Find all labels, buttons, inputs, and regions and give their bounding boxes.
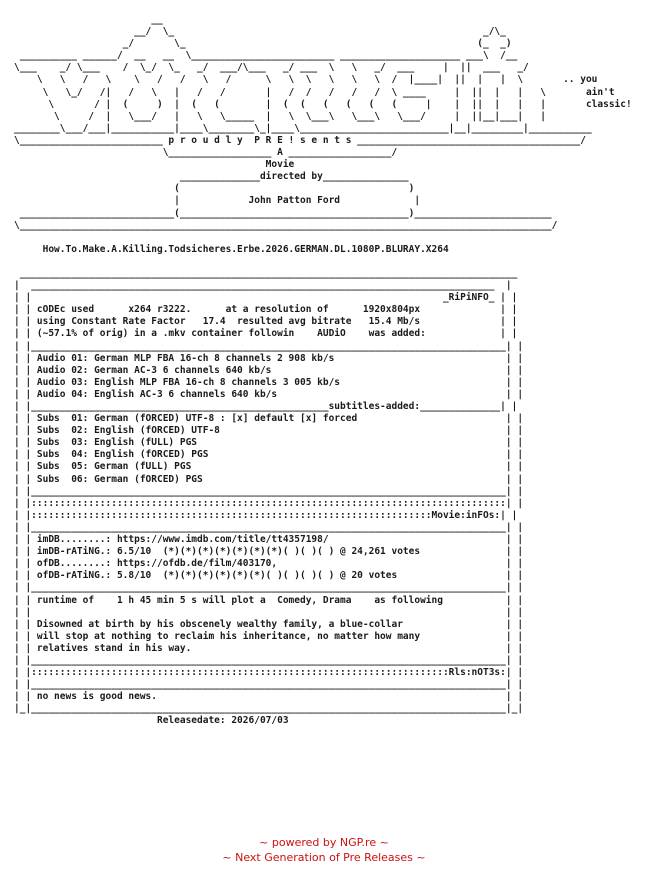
footer-powered-by: ~ powered by NGP.re ~ xyxy=(259,836,389,849)
nfo-text: __ __/ \_ _/\_ _/ \_ (_ _) __________ ______/ __ __ \_________________________ _____________________ ___\ /__ \___ _/ \___ / \_/ \_ _/ ___/\___ _/ ___ \ \ _/ ___ | || ___ _/ \ \ / \ \ / / \ / \ \ \ \ \ \ / |____| || | | \ .. you \ \_/ /| / \ | / / | / / / / / \ ____ | || | | \ ain't \ / | ( ) | ( ( | ( ( ( ( ( ( | | || | | | classic! \ / | \___/ | \ \_____ | \ \___\ \___\ \___/ | ||__|___| | ________\___/___|___________|____\________\_|____\__________________________|__|_________|___________ \_________________________ p r o u d l y P R E ! s e n t s _______________________________________/ \__________________ A __________________/ Movie ______________directed by_______________ ( ) | John Patton Ford | ___________________________(________________________________________)________________________ \_____________________________________________________________________________________________/ How.To.Make.A.Killing.Todsicheres.Erbe.2026.GERMAN.DL.1080P.BLURAY.X264 _______________________________________________________________________________________ | _________________________________________________________________________________ | | | _RiPiNFO_ | | | | cODEc used x264 r3222. at a resolution of 1920x804px | | | | using Constant Rate Factor 17.4 resulted avg bitrate 15.4 Mb/s | | | | (~57.1% of orig) in a .mkv container followin AUDiO was added: | | | |___________________________________________________________________________________| | | | Audio 01: German MLP FBA 16-ch 8 channels 2 908 kb/s | | | | Audio 02: German AC-3 6 channels 640 kb/s | | | | Audio 03: English MLP FBA 16-ch 8 channels 3 005 kb/s | | | | Audio 04: English AC-3 6 channels 640 kb/s | | | |____________________________________________________subtitles-added:______________| | | | Subs 01: German (fORCED) UTF-8 : [x] default [x] forced | | | | Subs 02: English (fORCED) UTF-8 | | | | Subs 03: English (fULL) PGS | | | | Subs 04: English (fORCED) PGS | | | | Subs 05: German (fULL) PGS | | | | Subs 06: German (fORCED) PGS | | | |___________________________________________________________________________________| | | |:::::::::::::::::::::::::::::::::::::::::::::::::::::::::::::::::::::::::::::::::::| | | |::::::::::::::::::::::::::::::::::::::::::::::::::::::::::::::::::::::Movie:inFOs:| | | |___________________________________________________________________________________| | | | imDB........: https://www.imdb.com/title/tt4357198/ | | | | imDB-rATiNG.: 6.5/10 (*)(*)(*)(*)(*)(*)(*)( )( )( ) @ 24,261 votes | | | | ofDB........: https://ofdb.de/film/403170, | | | | ofDB-rATiNG.: 5.8/10 (*)(*)(*)(*)(*)(*)( )( )( )( ) @ 20 votes | | | |___________________________________________________________________________________| | | | runtime of 1 h 45 min 5 s will plot a Comedy, Drama as following | | | | | | | | Disowned at birth by his obscenely wealthy family, a blue-collar | | | | will stop at nothing to reclaim his inheritance, no matter how many | | | | relatives stand in his way. | | | |___________________________________________________________________________________| | | |:::::::::::::::::::::::::::::::::::::::::::::::::::::::::::::::::::::::::Rls:nOT3s:| | | |___________________________________________________________________________________| | | | no news is good news. | | |_|___________________________________________________________________________________|_| Releasedate: 2026/07/03 xyxy=(14,14,632,727)
footer-tagline: ~ Next Generation of Pre Releases ~ xyxy=(222,851,426,864)
